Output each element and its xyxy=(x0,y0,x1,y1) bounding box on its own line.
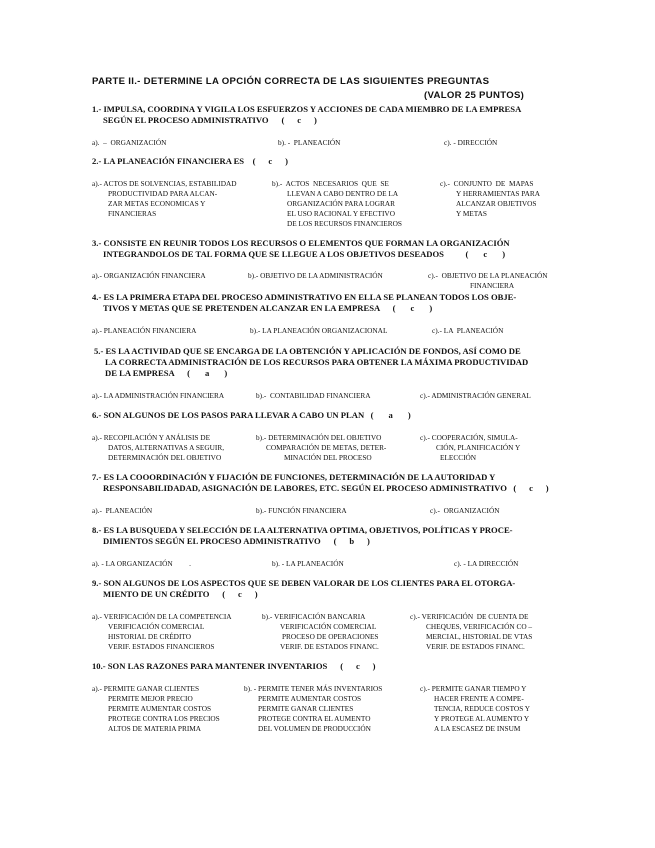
question-7-option-c: c).- ORGANIZACIÓN xyxy=(430,506,500,515)
question-10-option-b-line-2: PERMITE AUMENTAR COSTOS xyxy=(258,694,362,703)
question-2-option-b-line-1: b).- ACTOS NECESARIOS QUE SE xyxy=(272,179,389,188)
question-10-option-a-line-1: a).- PERMITE GANAR CLIENTES xyxy=(92,684,200,693)
question-2-option-c-line-4: Y METAS xyxy=(456,209,487,218)
question-5-stem-line-2: LA CORRECTA ADMINISTRACIÓN DE LOS RECURSOS PARA OBTENER LA MÁXIMA PRODUCTIVIDAD xyxy=(105,357,529,367)
question-8-option-c: c). - LA DIRECCIÓN xyxy=(454,559,519,568)
question-9-option-c-line-3: MERCIAL, HISTORIAL DE VTAS xyxy=(426,632,533,641)
question-5-option-a: a).- LA ADMINISTRACIÓN FINANCIERA xyxy=(92,391,225,400)
question-6-option-a-line-3: DETERMINACIÓN DEL OBJETIVO xyxy=(108,453,222,462)
question-8-stem-line-2: DIMIENTOS SEGÚN EL PROCESO ADMINISTRATIVO ( b ) xyxy=(103,536,370,546)
question-10-option-c-line-3: TENCIA, REDUCE COSTOS Y xyxy=(434,704,531,713)
question-10-option-b-line-3: PERMITE GANAR CLIENTES xyxy=(258,704,354,713)
question-6-option-b-line-2: COMPARACIÓN DE METAS, DETER- xyxy=(266,443,387,452)
page-title: PARTE II.- DETERMINE LA OPCIÓN CORRECTA DE LAS SIGUIENTES PREGUNTAS xyxy=(92,76,490,87)
question-2-option-c-line-2: Y HERRAMIENTAS PARA xyxy=(456,189,541,198)
question-10-option-c-line-5: A LA ESCASEZ DE INSUM xyxy=(434,724,521,733)
question-3-stem-line-2: INTEGRANDOLOS DE TAL FORMA QUE SE LLEGUE A LOS OBJETIVOS DESEADOS ( c ) xyxy=(103,249,506,259)
question-9-option-b-line-4: VERIF. DE ESTADOS FINANC. xyxy=(280,642,379,651)
question-10-option-c-line-1: c).- PERMITE GANAR TIEMPO Y xyxy=(420,684,527,693)
question-9-option-b-line-3: PROCESO DE OPERACIONES xyxy=(282,632,379,641)
question-2-option-a-line-3: ZAR METAS ECONOMICAS Y xyxy=(108,199,206,208)
question-4-option-a: a).- PLANEACIÓN FINANCIERA xyxy=(92,326,197,335)
question-7-option-b: b).- FUNCIÓN FINANCIERA xyxy=(256,506,347,515)
question-2-stem: 2.- LA PLANEACIÓN FINANCIERA ES ( c ) xyxy=(92,156,288,166)
question-4-stem-line-2: TIVOS Y METAS QUE SE PRETENDEN ALCANZAR EN LA EMPRESA ( c ) xyxy=(103,303,433,313)
question-1-stem-line-2: SEGÚN EL PROCESO ADMINISTRATIVO ( c ) xyxy=(103,115,317,125)
question-10-option-b-line-1: b). - PERMITE TENER MÁS INVENTARIOS xyxy=(244,684,383,693)
question-5-stem-line-1: 5.- ES LA ACTIVIDAD QUE SE ENCARGA DE LA OBTENCIÓN Y APLICACIÓN DE FONDOS, ASÍ COMO DE xyxy=(94,346,521,356)
question-3-option-c-line-1: c).- OBJETIVO DE LA PLANEACIÓN xyxy=(428,271,548,280)
question-9-stem-line-1: 9.- SON ALGUNOS DE LOS ASPECTOS QUE SE DEBEN VALORAR DE LOS CLIENTES PARA EL OTORGA- xyxy=(92,578,516,588)
question-9-option-a-line-3: HISTORIAL DE CRÉDITO xyxy=(108,632,191,641)
question-2-option-b-line-5: DE LOS RECURSOS FINANCIEROS xyxy=(287,219,402,228)
question-9-option-a-line-2: VERIFICACIÓN COMERCIAL xyxy=(108,622,205,631)
question-3-option-c-line-2: FINANCIERA xyxy=(470,281,515,290)
question-1-option-b: b). - PLANEACIÓN xyxy=(278,138,341,147)
question-10-option-b-line-5: DEL VOLUMEN DE PRODUCCIÓN xyxy=(258,724,371,733)
question-7-stem-line-2: RESPONSABILIDADAD, ASIGNACIÓN DE LABORES, ETC. SEGÚN EL PROCESO ADMINISTRATIVO ( c ) xyxy=(103,483,549,493)
question-4-option-c: c).- LA PLANEACIÓN xyxy=(432,326,504,335)
question-10-option-a-line-3: PERMITE AUMENTAR COSTOS xyxy=(108,704,212,713)
question-2-option-a-line-1: a).- ACTOS DE SOLVENCIAS, ESTABILIDAD xyxy=(92,179,237,188)
question-9-option-a-line-1: a).- VERIFICACIÓN DE LA COMPETENCIA xyxy=(92,612,232,621)
question-10-option-a-line-2: PERMITE MEJOR PRECIO xyxy=(108,694,193,703)
question-9-option-c-line-2: CHEQUES, VERIFICACIÓN CO – xyxy=(426,622,533,631)
question-4-stem-line-1: 4.- ES LA PRIMERA ETAPA DEL PROCESO ADMINISTRATIVO EN ELLA SE PLANEAN TODOS LOS OBJE- xyxy=(92,292,517,302)
question-9-option-b-line-2: VERIFICACIÓN COMERCIAL xyxy=(280,622,377,631)
question-6-option-a-line-2: DATOS, ALTERNATIVAS A SEGUIR, xyxy=(108,443,225,452)
question-2-option-b-line-4: EL USO RACIONAL Y EFECTIVO xyxy=(287,209,395,218)
question-1-option-c: c). - DIRECCIÓN xyxy=(444,138,498,147)
question-1-option-a: a). – ORGANIZACIÓN xyxy=(92,138,167,147)
question-2-option-c-line-3: ALCANZAR OBJETIVOS xyxy=(456,199,537,208)
question-10-stem: 10.- SON LAS RAZONES PARA MANTENER INVENTARIOS ( c ) xyxy=(92,661,376,671)
question-3-option-b: b).- OBJETIVO DE LA ADMINISTRACIÓN xyxy=(248,271,383,280)
question-9-option-b-line-1: b).- VERIFICACIÓN BANCARIA xyxy=(262,612,366,621)
question-2-option-a-line-2: PRODUCTIVIDAD PARA ALCAN- xyxy=(108,189,218,198)
question-6-option-a-line-1: a).- RECOPILACIÓN Y ANÁLISIS DE xyxy=(92,433,211,442)
question-8-stem-line-1: 8.- ES LA BUSQUEDA Y SELECCIÓN DE LA ALTERNATIVA OPTIMA, OBJETIVOS, POLÍTICAS Y PROCE- xyxy=(92,525,513,535)
question-4-option-b: b).- LA PLANEACIÓN ORGANIZACIONAL xyxy=(250,326,388,335)
question-2-option-b-line-3: ORGANIZACIÓN PARA LOGRAR xyxy=(287,199,395,208)
question-6-option-b-line-1: b).- DETERMINACIÓN DEL OBJETIVO xyxy=(256,433,382,442)
question-10-option-c-line-4: Y PROTEGE AL AUMENTO Y xyxy=(434,714,530,723)
question-8-option-b: b). - LA PLANEACIÓN xyxy=(272,559,344,568)
question-6-option-c-line-3: ELECCIÓN xyxy=(440,453,477,462)
question-3-option-a: a).- ORGANIZACIÓN FINANCIERA xyxy=(92,271,206,280)
question-2-option-a-line-4: FINANCIERAS xyxy=(108,209,157,218)
question-10-option-b-line-4: PROTEGE CONTRA EL AUMENTO xyxy=(258,714,371,723)
question-6-option-c-line-1: c).- COOPERACIÓN, SIMULA- xyxy=(420,433,518,442)
question-7-option-a: a).- PLANEACIÓN xyxy=(92,506,153,515)
question-2-option-c-line-1: c).- CONJUNTO DE MAPAS xyxy=(440,179,534,188)
question-9-option-c-line-1: c).- VERIFICACIÓN DE CUENTA DE xyxy=(410,612,529,621)
question-7-stem-line-1: 7.- ES LA COOORDINACIÓN Y FIJACIÓN DE FUNCIONES, DETERMINACIÓN DE LA AUTORIDAD Y xyxy=(92,472,496,482)
question-10-option-c-line-2: HACER FRENTE A COMPE- xyxy=(434,694,524,703)
question-2-option-b-line-2: LLEVAN A CABO DENTRO DE LA xyxy=(287,189,399,198)
question-9-option-a-line-4: VERIF. ESTADOS FINANCIEROS xyxy=(108,642,215,651)
point-value: (VALOR 25 PUNTOS) xyxy=(424,90,525,101)
question-5-stem-line-3: DE LA EMPRESA ( a ) xyxy=(105,368,228,378)
question-6-option-c-line-2: CIÓN, PLANIFICACIÓN Y xyxy=(436,443,521,452)
question-3-stem-line-1: 3.- CONSISTE EN REUNIR TODOS LOS RECURSOS O ELEMENTOS QUE FORMAN LA ORGANIZACIÓN xyxy=(92,238,510,248)
question-9-stem-line-2: MIENTO DE UN CRÉDITO ( c ) xyxy=(103,589,258,599)
question-5-option-c: c).- ADMINISTRACIÓN GENERAL xyxy=(420,391,531,400)
question-10-option-a-line-4: PROTEGE CONTRA LOS PRECIOS xyxy=(108,714,220,723)
question-5-option-b: b).- CONTABILIDAD FINANCIERA xyxy=(256,391,371,400)
question-9-option-c-line-4: VERIF. DE ESTADOS FINANC. xyxy=(426,642,525,651)
question-6-option-b-line-3: MINACIÓN DEL PROCESO xyxy=(284,453,372,462)
question-10-option-a-line-5: ALTOS DE MATERIA PRIMA xyxy=(108,724,202,733)
question-6-stem: 6.- SON ALGUNOS DE LOS PASOS PARA LLEVAR A CABO UN PLAN ( a ) xyxy=(92,410,411,420)
question-1-stem-line-1: 1.- IMPULSA, COORDINA Y VIGILA LOS ESFUERZOS Y ACCIONES DE CADA MIEMBRO DE LA EMPRESA xyxy=(92,104,522,114)
question-8-option-a: a). - LA ORGANIZACIÓN . xyxy=(92,559,191,568)
